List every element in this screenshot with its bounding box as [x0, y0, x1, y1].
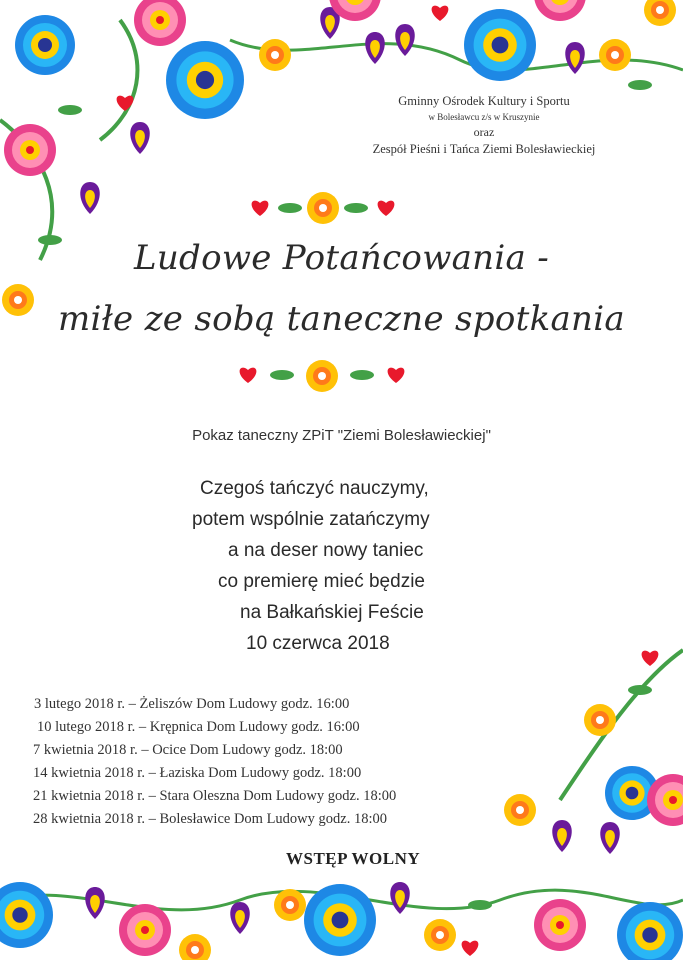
- poem-line: Czegoś tańczyć nauczymy,: [200, 478, 429, 499]
- title-ornament-bottom: [240, 360, 405, 392]
- schedule-item: 28 kwietnia 2018 r. – Bolesławice Dom Ludowy godz. 18:00: [33, 811, 387, 827]
- title-ornament-top: [252, 192, 395, 224]
- poem-line: potem wspólnie zatańczymy: [192, 509, 430, 530]
- bottom-band-flowers: [0, 882, 683, 960]
- poem-line: 10 czerwca 2018: [246, 633, 390, 654]
- organizer-line-2: w Bolesławcu z/s w Kruszynie: [428, 112, 540, 122]
- show-info: Pokaz taneczny ZPiT "Ziemi Bolesławieckiej": [192, 427, 491, 444]
- schedule-item: 10 lutego 2018 r. – Krępnica Dom Ludowy godz. 16:00: [37, 719, 360, 735]
- poem-line: co premierę mieć będzie: [218, 571, 425, 592]
- title-line-2: miłe ze sobą taneczne spotkania: [58, 299, 625, 339]
- free-entry: WSTĘP WOLNY: [286, 849, 421, 868]
- organizers: [319, 92, 649, 158]
- poem-line: a na deser nowy taniec: [228, 540, 424, 561]
- schedule-item: 21 kwietnia 2018 r. – Stara Oleszna Dom Ludowy godz. 18:00: [33, 788, 397, 804]
- schedule-item: 14 kwietnia 2018 r. – Łaziska Dom Ludowy godz. 18:00: [33, 765, 362, 781]
- top-band-flowers: [230, 0, 683, 90]
- schedule-item: 7 kwietnia 2018 r. – Ocice Dom Ludowy godz. 18:00: [33, 742, 343, 758]
- schedule-item: 3 lutego 2018 r. – Żeliszów Dom Ludowy godz. 16:00: [34, 696, 350, 712]
- poem-line: na Bałkańskiej Feście: [240, 602, 424, 623]
- title-line-1: Ludowe Potańcowania -: [133, 238, 550, 278]
- organizer-line-4: Zespół Pieśni i Tańca Ziemi Bolesławieckiej: [372, 142, 596, 156]
- right-side-flowers: [504, 650, 683, 854]
- organizer-line-1: Gminny Ośrodek Kultury i Sportu: [398, 94, 570, 108]
- organizer-line-3: oraz: [473, 125, 495, 139]
